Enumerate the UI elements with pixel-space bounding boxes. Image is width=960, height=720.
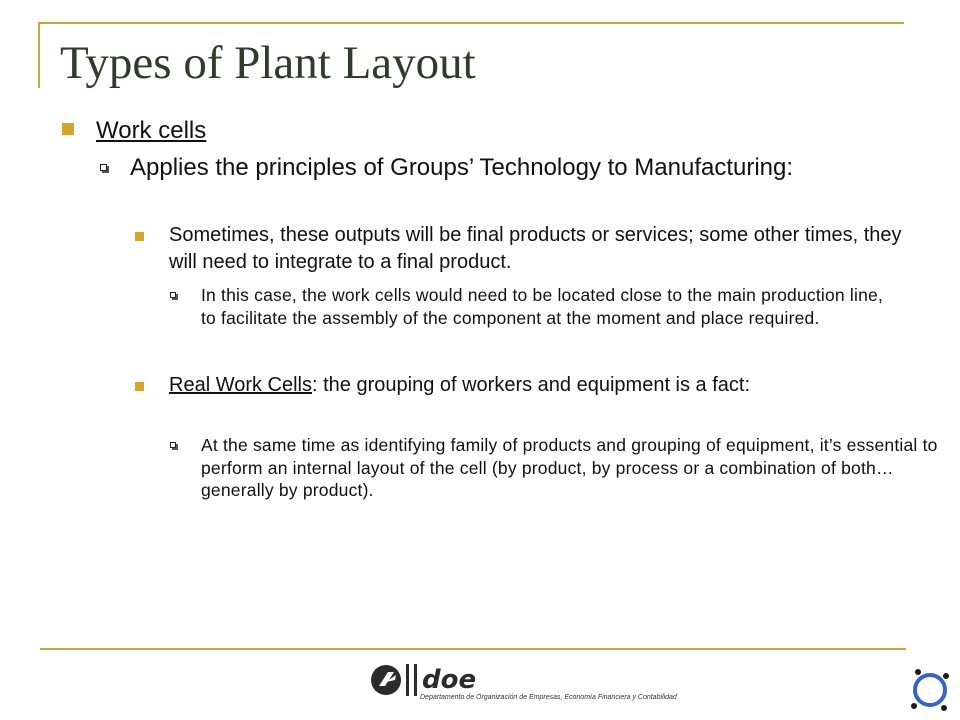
bullet-level3-item1 bbox=[58, 222, 938, 284]
top-border-line bbox=[38, 22, 904, 24]
hollow-square-bullet-icon bbox=[170, 442, 176, 448]
item2-label: Real Work Cells bbox=[169, 374, 312, 396]
item2-text-block bbox=[169, 372, 909, 399]
bullet-level3-item2 bbox=[58, 372, 938, 434]
logo-wordmark: doe bbox=[422, 665, 477, 695]
hollow-square-bullet-icon bbox=[100, 164, 107, 171]
square-bullet-icon bbox=[135, 382, 144, 391]
logo-subtitle: Departamento de Organización de Empresas, Economía Financiera y Contabilidad bbox=[420, 694, 677, 701]
square-bullet-icon bbox=[135, 232, 144, 241]
item1-sub-text: In this case, the work cells would need to be located close to the main production line, to facilitate the assembly of the component at the moment and place required. bbox=[201, 285, 884, 328]
item1-text: Sometimes, these outputs will be final products or services; some other times, they will need to integrate to a final product. bbox=[169, 224, 902, 273]
footer-border-line bbox=[40, 648, 906, 650]
slide-content bbox=[58, 112, 938, 522]
item2-sub-text: At the same time as identifying family of products and grouping of equipment, it’s essential to perform an internal layout of the cell (by product, by process or a combination of both…generally by product). bbox=[201, 435, 938, 500]
bullet-level4-item2 bbox=[58, 434, 938, 522]
bullet-level4-item1 bbox=[58, 284, 938, 372]
bullet-level2 bbox=[58, 152, 938, 222]
level2-text: Applies the principles of Groups’ Technology to Manufacturing: bbox=[130, 154, 794, 181]
item2-text: : the grouping of workers and equipment is a fact: bbox=[312, 374, 751, 396]
hollow-square-bullet-icon bbox=[170, 292, 176, 298]
bullet-level1 bbox=[58, 112, 938, 152]
slide-title: Types of Plant Layout bbox=[60, 37, 476, 89]
level1-text: Work cells bbox=[96, 117, 207, 144]
ring-decoration bbox=[908, 664, 954, 719]
left-border-line bbox=[38, 22, 40, 88]
ring-icon bbox=[908, 664, 954, 714]
square-bullet-icon bbox=[62, 123, 74, 135]
